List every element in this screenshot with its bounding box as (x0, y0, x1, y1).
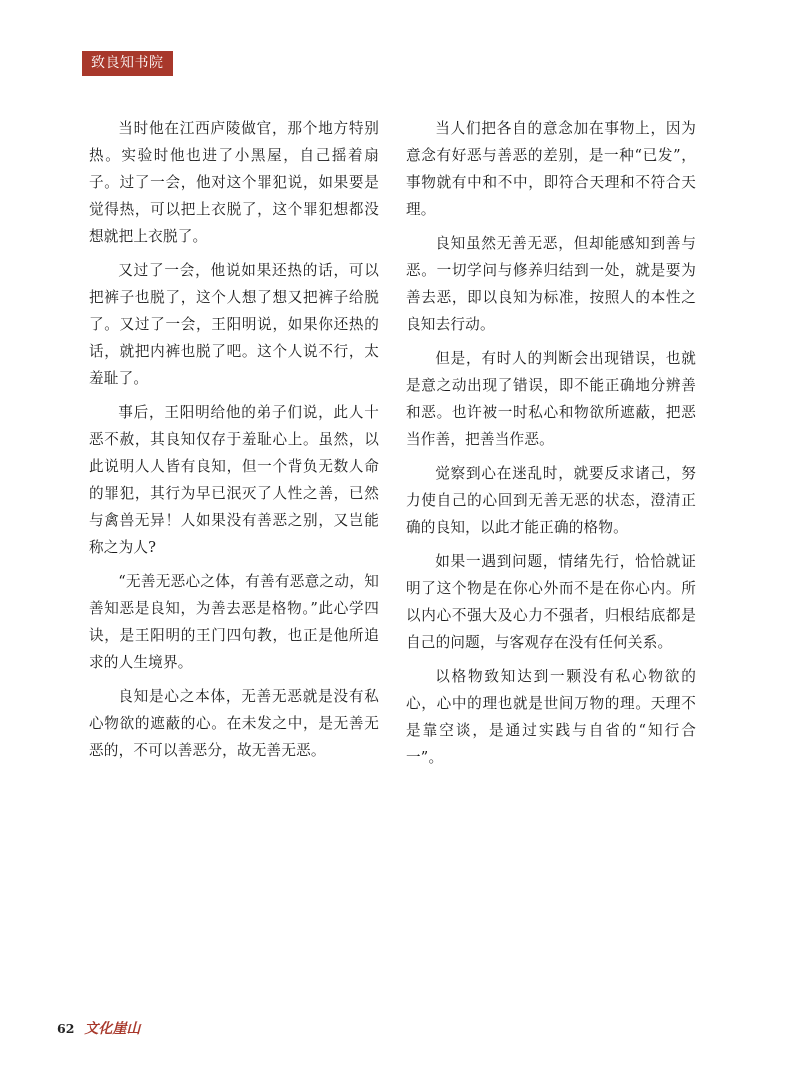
paragraph: “无善无恶心之体，有善有恶意之动，知善知恶是良知，为善去恶是格物。”此心学四诀，是王阳明的王门四句教，也正是他所追求的人生境界。 (89, 573, 379, 671)
paragraph: 良知是心之本体，无善无恶就是没有私心物欲的遮蔽的心。在未发之中，是无善无恶的，不可以善恶分，故无善无恶。 (89, 688, 379, 759)
paragraph: 良知虽然无善无恶，但却能感知到善与恶。一切学问与修养归结到一处，就是要为善去恶，即以良知为标准，按照人的本性之良知去行动。 (406, 235, 696, 333)
magazine-logo: 文化崖山 (84, 1021, 141, 1037)
paragraph: 又过了一会，他说如果还热的话，可以把裤子也脱了，这个人想了想又把裤子给脱了。又过了一会，王阳明说，如果你还热的话，就把内裤也脱了吧。这个人说不行，太羞耻了。 (89, 262, 379, 387)
paragraph: 以格物致知达到一颗没有私心物欲的心，心中的理也就是世间万物的理。天理不是靠空谈，是通过实践与自省的“知行合一”。 (406, 668, 696, 766)
section-tag: 致良知书院 (82, 51, 173, 76)
paragraph: 如果一遇到问题，情绪先行，恰恰就证明了这个物是在你心外而不是在你心内。所以内心不强大及心力不强者，归根结底都是自己的问题，与客观存在没有任何关系。 (406, 553, 696, 651)
paragraph: 事后，王阳明给他的弟子们说，此人十恶不赦，其良知仅存于羞耻心上。虽然，以此说明人人皆有良知，但一个背负无数人命的罪犯，其行为早已泯灭了人性之善，已然与禽兽无异！人如果没有善恶之别，又岂能称之为人? (89, 404, 379, 556)
paragraph: 觉察到心在迷乱时，就要反求诸己，努力使自己的心回到无善无恶的状态，澄清正确的良知，以此才能正确的格物。 (406, 465, 696, 536)
paragraph: 当人们把各自的意念加在事物上，因为意念有好恶与善恶的差别，是一种“已发”，事物就有中和不中，即符合天理和不符合天理。 (406, 120, 696, 218)
article-left-column (89, 115, 379, 764)
page-footer (57, 1019, 140, 1037)
page-number: 62 (57, 1020, 75, 1036)
article-right-column (406, 115, 696, 771)
paragraph: 但是，有时人的判断会出现错误，也就是意之动出现了错误，即不能正确地分辨善和恶。也许被一时私心和物欲所遮蔽，把恶当作善，把善当作恶。 (406, 350, 696, 448)
paragraph: 当时他在江西庐陵做官，那个地方特别热。实验时他也进了小黑屋，自己摇着扇子。过了一会，他对这个罪犯说，如果要是觉得热，可以把上衣脱了，这个罪犯想都没想就把上衣脱了。 (89, 120, 379, 245)
